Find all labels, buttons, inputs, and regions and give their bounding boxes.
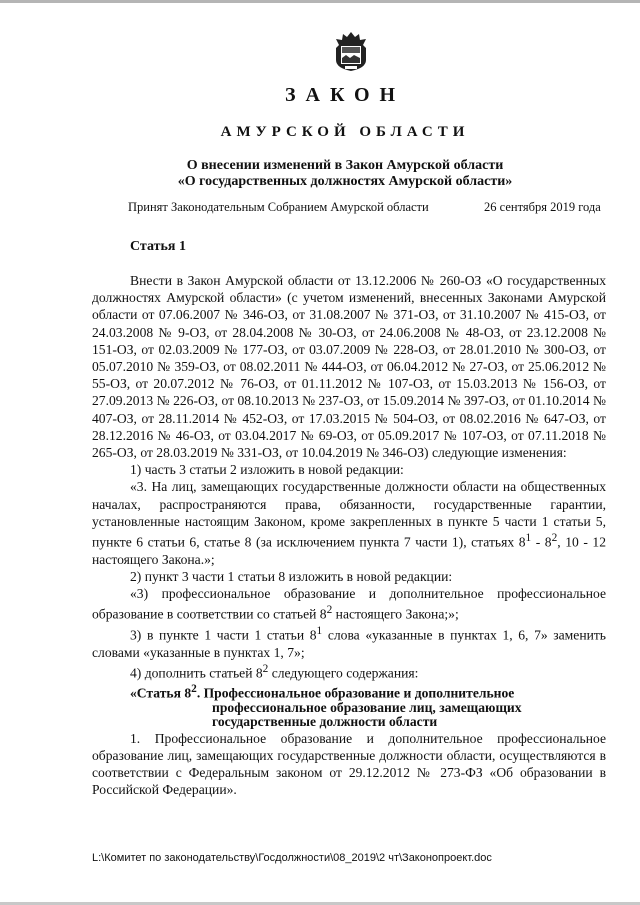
document-name: [0, 158, 640, 190]
document-title: ЗАКОН: [284, 84, 406, 106]
item-4: 4) дополнить статьей $8^2$ следующего содержания:: [130, 663, 419, 681]
item-2: 2) пункт 3 части 1 статьи 8 изложить в новой редакции:: [130, 568, 453, 584]
adopted-date: 26 сентября 2019 года: [484, 200, 601, 214]
coat-of-arms-icon: [333, 30, 369, 72]
item-2-text: «3) профессиональное образование и дополнительное профессиональное образование в соответствии со статьей $8^2$ настоящего Закона;»;: [92, 586, 606, 622]
document-name-line2: «О государственных должностях Амурской области»: [177, 174, 513, 189]
item-1-text: «3. На лиц, замещающих государственные должности области на общественных началах, распространяются права, обязанности, государственные гарантии, установленные настоящим Законом, кроме закрепленных в пункте 5 части 1 статьи 5, пункте 6 статьи 6, статье 8 (за исключением пункта 7 части 1), статьях $8^1 - 8^2$, 10 - 12 настоящего Закона.»;: [92, 479, 607, 567]
item-3: 3) в пункте 1 части 1 статьи $8^1$ слова «указанные в пунктах 1, 6, 7» заменить словами «указанные в пунктах 1, 7»;: [92, 625, 607, 660]
new-article-paragraph-1: 1. Профессиональное образование и дополнительное профессиональное образование лиц, замещающих государственные должности области, осуществляются в соответствии с Федеральным законом от 29.12.2012 № 273-ФЗ «Об образовании в Российской Федерации».: [92, 730, 606, 798]
item-1: 1) часть 3 статьи 2 изложить в новой редакции:: [130, 462, 404, 478]
new-article-heading: «Статья $8^2$. Профессиональное образование и дополнительное профессиональное образование лиц, замещающих государственные должности области: [130, 682, 522, 730]
file-path-footer: L:\Комитет по законодательству\Госдолжности\08_2019\2 чт\Законопроект.doc: [92, 852, 492, 864]
document-body: [92, 272, 606, 798]
document-subtitle: АМУРСКОЙ ОБЛАСТИ: [220, 124, 470, 140]
document-name-line1: О внесении изменений в Закон Амурской области: [186, 158, 504, 173]
adopted-by: Принят Законодательным Собранием Амурской области: [128, 200, 429, 214]
scan-edge-top: [0, 0, 640, 3]
intro-paragraph: Внести в Закон Амурской области от 13.12.2006 № 260-ОЗ «О государственных должностях Амурской области» (с учетом изменений, внесенных Законами Амурской области от 07.06.2007 № 346-ОЗ, от 31.08.2007 № 371-ОЗ, от 31.10.2007 № 415-ОЗ, от 24.03.2008 № 9-ОЗ, от 28.04.2008 № 30-ОЗ, от 24.06.2008 № 48-ОЗ, от 23.12.2008 № 151-ОЗ, от 02.03.2009 № 177-ОЗ, от 03.07.2009 № 228-ОЗ, от 28.01.2010 № 300-ОЗ, от 05.07.2010 № 359-ОЗ, от 08.02.2011 № 444-ОЗ, от 06.04.2012 № 27-ОЗ, от 25.06.2012 № 55-ОЗ, от 20.07.2012 № 76-ОЗ, от 01.11.2012 № 107-ОЗ, от 15.03.2013 № 156-ОЗ, от 27.09.2013 № 226-ОЗ, от 08.10.2013 № 237-ОЗ, от 15.09.2014 № 397-ОЗ, от 01.10.2014 № 407-ОЗ, от 28.11.2014 № 452-ОЗ, от 17.03.2015 № 504-ОЗ, от 08.02.2016 № 647-ОЗ, от 28.12.2016 № 46-ОЗ, от 03.04.2017 № 69-ОЗ, от 05.09.2017 № 107-ОЗ, от 07.11.2018 № 265-ОЗ, от 28.03.2019 № 331-ОЗ, от 10.04.2019 № 346-ОЗ) следующие изменения:: [92, 273, 606, 461]
article-heading: Статья 1: [130, 239, 186, 254]
